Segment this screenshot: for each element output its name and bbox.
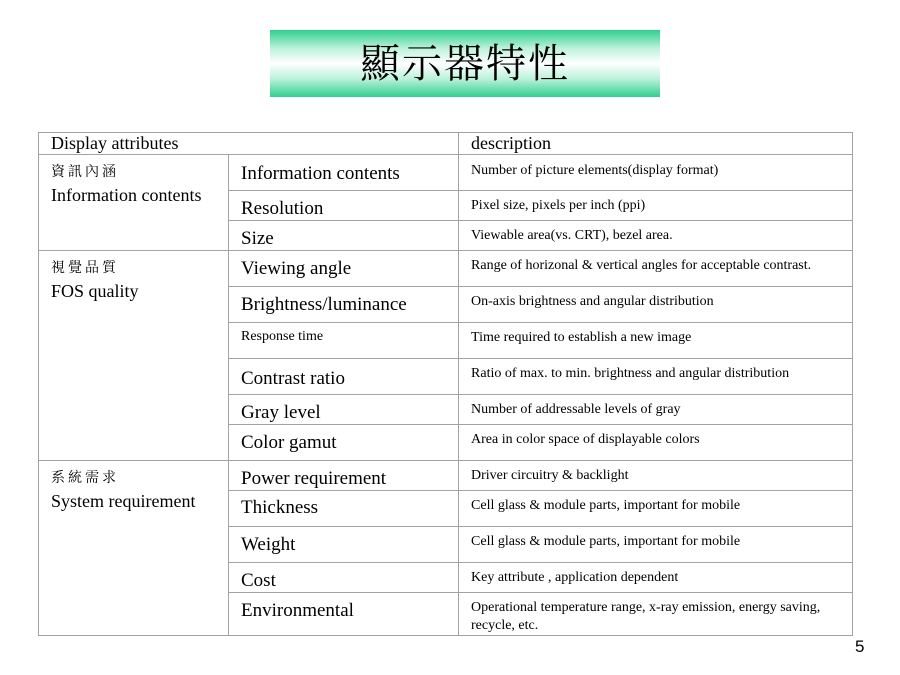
table-row xyxy=(39,251,853,287)
description-cell: Viewable area(vs. CRT), bezel area. xyxy=(459,221,853,251)
attribute-cell: Resolution xyxy=(229,191,459,221)
category-cell xyxy=(39,251,229,461)
page-title: 顯示器特性 xyxy=(360,40,570,87)
attribute-cell: Contrast ratio xyxy=(229,359,459,395)
display-attributes-table xyxy=(38,132,853,636)
header-description: description xyxy=(459,133,853,155)
description-cell: Number of picture elements(display format) xyxy=(459,155,853,191)
table-row xyxy=(39,155,853,191)
table-header-row xyxy=(39,133,853,155)
page-number: 5 xyxy=(855,637,865,656)
category-label-en: System requirement xyxy=(51,491,196,511)
attribute-cell: Cost xyxy=(229,563,459,593)
category-cell xyxy=(39,461,229,636)
category-label-en: FOS quality xyxy=(51,281,139,301)
attribute-cell: Power requirement xyxy=(229,461,459,491)
attribute-cell: Size xyxy=(229,221,459,251)
description-cell: Ratio of max. to min. brightness and angular distribution xyxy=(459,359,853,395)
attribute-cell: Response time xyxy=(229,323,459,359)
attribute-cell: Color gamut xyxy=(229,425,459,461)
category-cell xyxy=(39,155,229,251)
category-label-en: Information contents xyxy=(51,185,202,205)
description-cell: Area in color space of displayable colors xyxy=(459,425,853,461)
attribute-cell: Information contents xyxy=(229,155,459,191)
description-cell: Cell glass & module parts, important for mobile xyxy=(459,491,853,527)
description-cell: Range of horizonal & vertical angles for acceptable contrast. xyxy=(459,251,853,287)
description-cell: Number of addressable levels of gray xyxy=(459,395,853,425)
category-label-zh: 資訊內涵 xyxy=(51,164,119,180)
header-attributes: Display attributes xyxy=(39,133,459,155)
category-label-zh: 視覺品質 xyxy=(51,260,119,276)
description-cell: Cell glass & module parts, important for mobile xyxy=(459,527,853,563)
description-cell: Operational temperature range, x-ray emission, energy saving, recycle, etc. xyxy=(459,593,853,636)
description-cell: Pixel size, pixels per inch (ppi) xyxy=(459,191,853,221)
table-row xyxy=(39,461,853,491)
title-banner xyxy=(270,30,660,97)
category-label-zh: 系統需求 xyxy=(51,470,119,486)
attribute-cell: Brightness/luminance xyxy=(229,287,459,323)
attribute-cell: Thickness xyxy=(229,491,459,527)
attribute-cell: Weight xyxy=(229,527,459,563)
description-cell: Time required to establish a new image xyxy=(459,323,853,359)
attribute-cell: Environmental xyxy=(229,593,459,636)
description-cell: Driver circuitry & backlight xyxy=(459,461,853,491)
attribute-cell: Viewing angle xyxy=(229,251,459,287)
description-cell: On-axis brightness and angular distribution xyxy=(459,287,853,323)
description-cell: Key attribute , application dependent xyxy=(459,563,853,593)
attribute-cell: Gray level xyxy=(229,395,459,425)
